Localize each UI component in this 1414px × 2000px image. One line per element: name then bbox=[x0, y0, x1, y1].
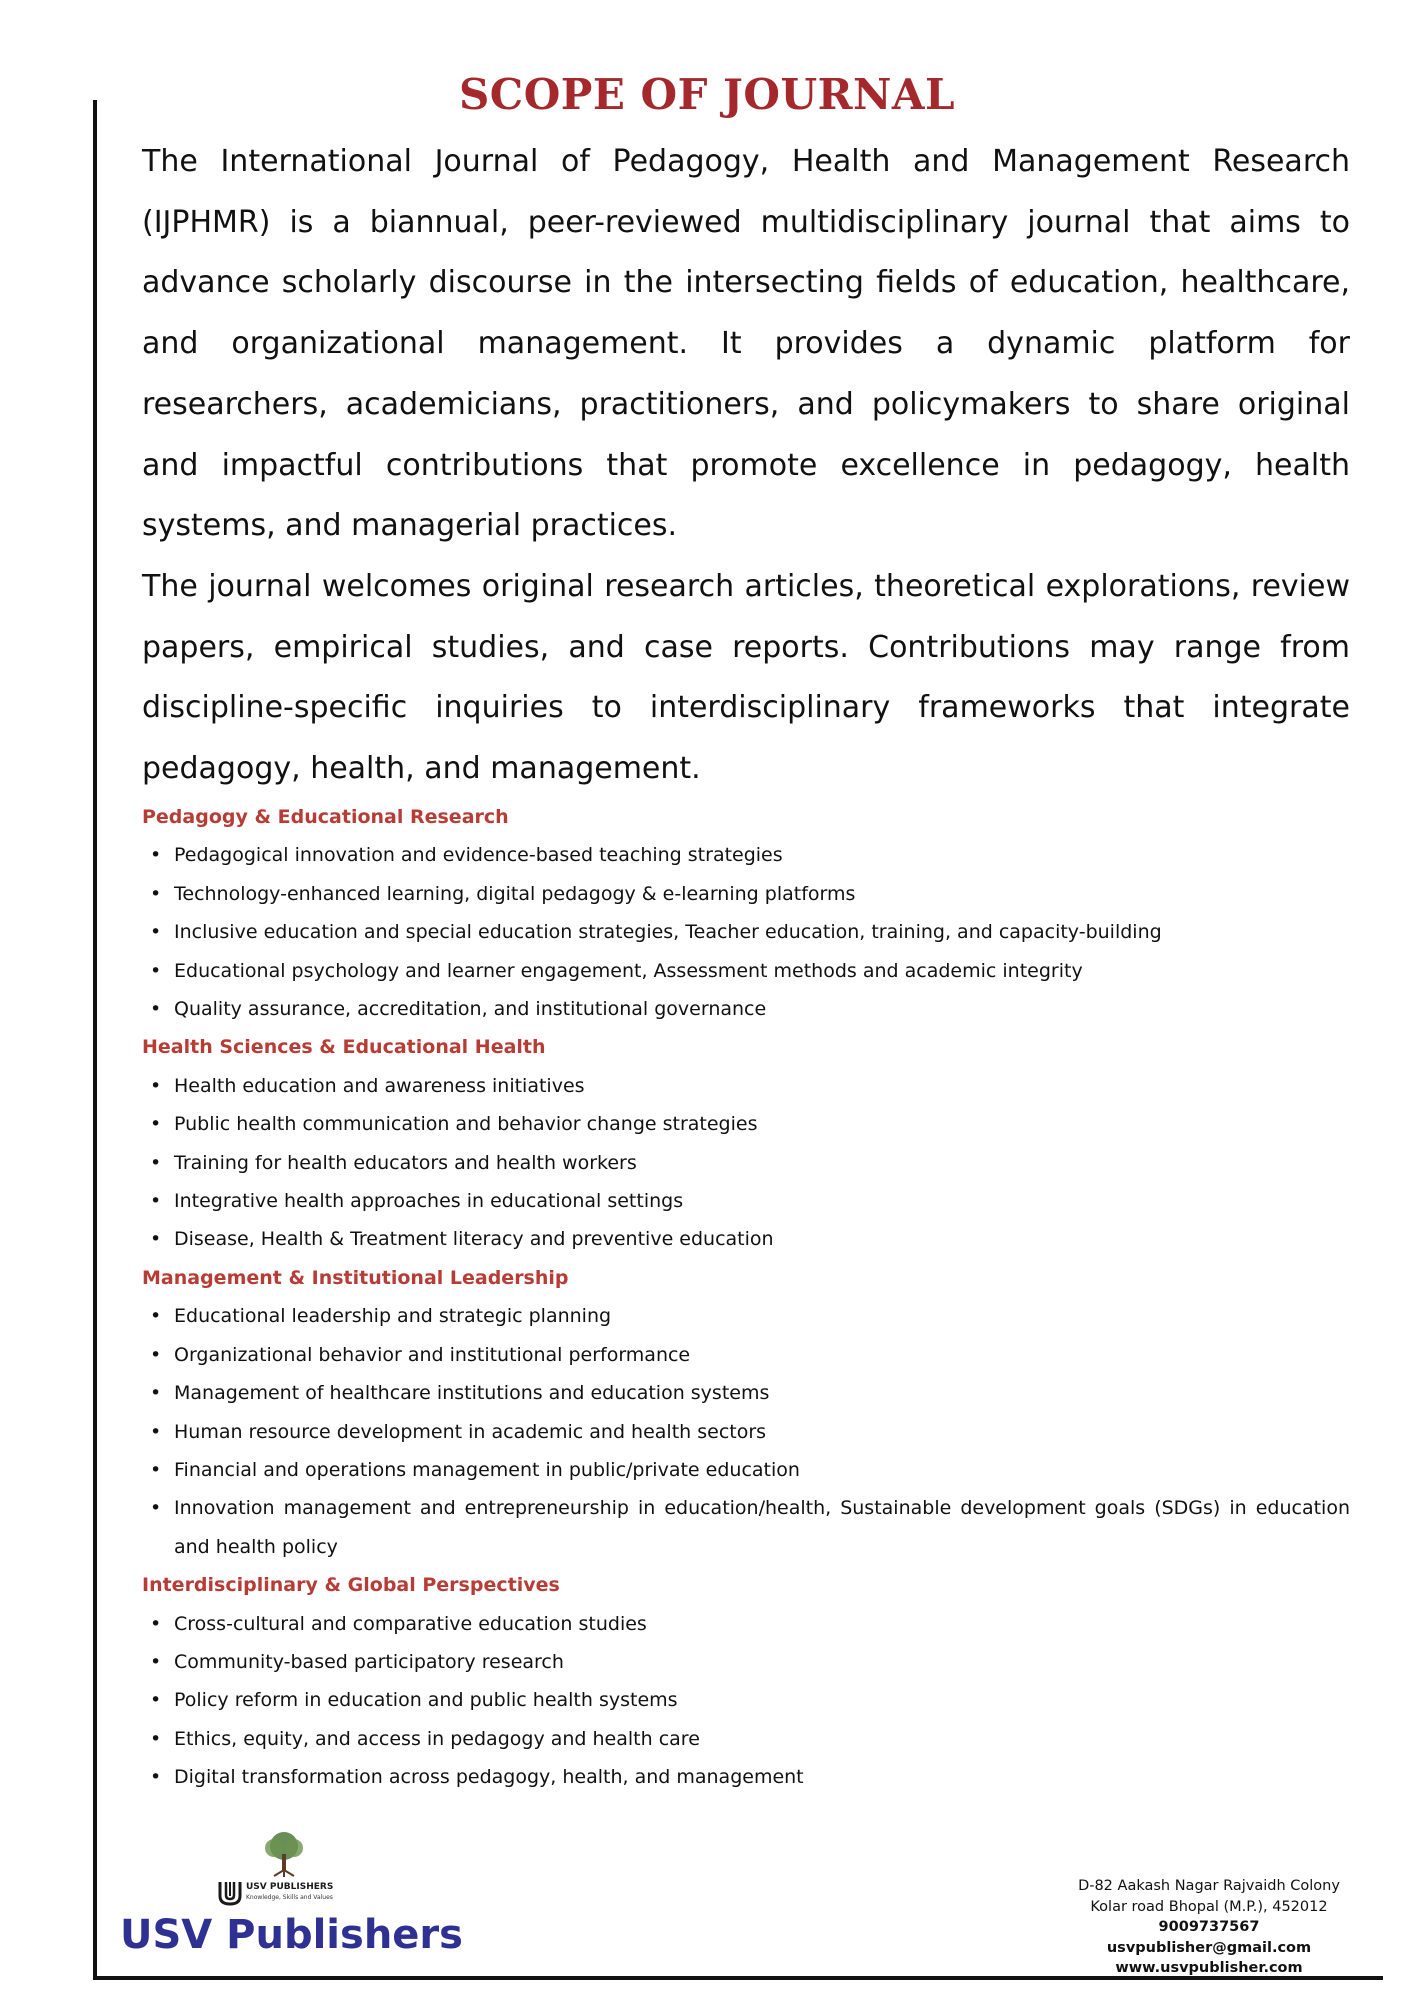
bullet-icon: • bbox=[150, 1113, 162, 1136]
section-heading: Management & Institutional Leadership bbox=[142, 1266, 569, 1289]
bullet-icon: • bbox=[150, 1766, 162, 1789]
bullet-icon: • bbox=[150, 1689, 162, 1712]
section-heading: Pedagogy & Educational Research bbox=[142, 806, 509, 828]
bullet-icon: • bbox=[150, 1343, 162, 1366]
list-item: • Pedagogical innovation and evidence-based teaching strategies bbox=[142, 836, 1350, 874]
bullet-icon: • bbox=[150, 1190, 162, 1213]
section-list bbox=[142, 1297, 1350, 1566]
bullet-icon: • bbox=[150, 1727, 162, 1750]
bullet-icon: • bbox=[150, 998, 162, 1021]
list-item: • Policy reform in education and public health systems bbox=[142, 1681, 1350, 1719]
bullet-icon: • bbox=[150, 844, 162, 867]
list-item: • Innovation management and entrepreneurship in education/health, Sustainable development goals (SDGs) in education and health policy bbox=[142, 1489, 1350, 1566]
section-list bbox=[142, 1067, 1350, 1259]
page-border-left bbox=[93, 100, 97, 1980]
brand-name: USV Publishers bbox=[120, 1912, 463, 1958]
list-item: • Educational leadership and strategic planning bbox=[142, 1297, 1350, 1335]
bullet-icon: • bbox=[150, 1151, 162, 1174]
email-link[interactable]: usvpublisher@gmail.com bbox=[1106, 1939, 1312, 1956]
section-list bbox=[142, 836, 1350, 1028]
website-link[interactable]: www.usvpublisher.com bbox=[1115, 1960, 1303, 1976]
scope-sections bbox=[142, 798, 1350, 1797]
bullet-icon: • bbox=[150, 1612, 162, 1635]
list-item: • Public health communication and behavior change strategies bbox=[142, 1105, 1350, 1143]
bullet-icon: • bbox=[150, 921, 162, 944]
bullet-icon: • bbox=[150, 882, 162, 905]
bullet-icon: • bbox=[150, 1074, 162, 1097]
list-item: • Technology-enhanced learning, digital pedagogy & e-learning platforms bbox=[142, 875, 1350, 913]
section-list bbox=[142, 1605, 1350, 1797]
list-item: • Quality assurance, accreditation, and institutional governance bbox=[142, 990, 1350, 1028]
list-item: • Organizational behavior and institutional performance bbox=[142, 1336, 1350, 1374]
list-item: • Human resource development in academic and health sectors bbox=[142, 1413, 1350, 1451]
list-item: • Cross-cultural and comparative education studies bbox=[142, 1605, 1350, 1643]
bullet-icon: • bbox=[150, 1305, 162, 1328]
list-item: • Health education and awareness initiatives bbox=[142, 1067, 1350, 1105]
list-item: • Ethics, equity, and access in pedagogy and health care bbox=[142, 1720, 1350, 1758]
usv-mark-icon bbox=[218, 1880, 242, 1906]
list-item: • Training for health educators and health workers bbox=[142, 1144, 1350, 1182]
list-item: • Educational psychology and learner engagement, Assessment methods and academic integrity bbox=[142, 952, 1350, 990]
intro-paragraph-1: The International Journal of Pedagogy, Health and Management Research (IJPHMR) is a biannual, peer-reviewed multidisciplinary journal that aims to advance scholarly discourse in the intersecting fields of education, healthcare, and organizational management. It provides a dynamic platform for researchers, academicians, practitioners, and policymakers to share original and impactful contributions that promote excellence in pedagogy, health systems, and managerial practices. bbox=[142, 144, 1350, 544]
list-item: • Integrative health approaches in educational settings bbox=[142, 1182, 1350, 1220]
phone-number: 9009737567 bbox=[1158, 1919, 1260, 1935]
list-item: • Digital transformation across pedagogy, health, and management bbox=[142, 1758, 1350, 1796]
logo-tagline: Knowledge, Skills and Values bbox=[246, 1894, 333, 1901]
list-item: • Inclusive education and special education strategies, Teacher education, training, and capacity-building bbox=[142, 913, 1350, 951]
address-line-1: D-82 Aakash Nagar Rajvaidh Colony bbox=[1078, 1878, 1340, 1894]
logo-name: USV PUBLISHERS bbox=[246, 1882, 334, 1892]
list-item: • Community-based participatory research bbox=[142, 1643, 1350, 1681]
bullet-icon: • bbox=[150, 1420, 162, 1443]
intro-paragraph-2: The journal welcomes original research articles, theoretical explorations, review papers, empirical studies, and case reports. Contributions may range from discipline-specific inquiries to interdisciplinary frameworks that integrate pedagogy, health, and management. bbox=[142, 568, 1350, 787]
bullet-icon: • bbox=[150, 1650, 162, 1673]
contact-block bbox=[1044, 1876, 1374, 1979]
list-item: • Management of healthcare institutions and education systems bbox=[142, 1374, 1350, 1412]
section-heading: Health Sciences & Educational Health bbox=[142, 1036, 546, 1059]
bullet-icon: • bbox=[150, 1497, 162, 1520]
list-item: • Disease, Health & Treatment literacy and preventive education bbox=[142, 1220, 1350, 1258]
list-item: • Financial and operations management in public/private education bbox=[142, 1451, 1350, 1489]
bullet-icon: • bbox=[150, 1228, 162, 1251]
page-title: SCOPE OF JOURNAL bbox=[458, 70, 956, 119]
intro-text bbox=[142, 132, 1350, 800]
tree-logo-icon bbox=[258, 1830, 310, 1878]
publisher-logo bbox=[210, 1830, 350, 1910]
bullet-icon: • bbox=[150, 1382, 162, 1405]
section-heading: Interdisciplinary & Global Perspectives bbox=[142, 1574, 560, 1597]
bullet-icon: • bbox=[150, 1458, 162, 1481]
bullet-icon: • bbox=[150, 959, 162, 982]
address-line-2: Kolar road Bhopal (M.P.), 452012 bbox=[1090, 1898, 1328, 1915]
